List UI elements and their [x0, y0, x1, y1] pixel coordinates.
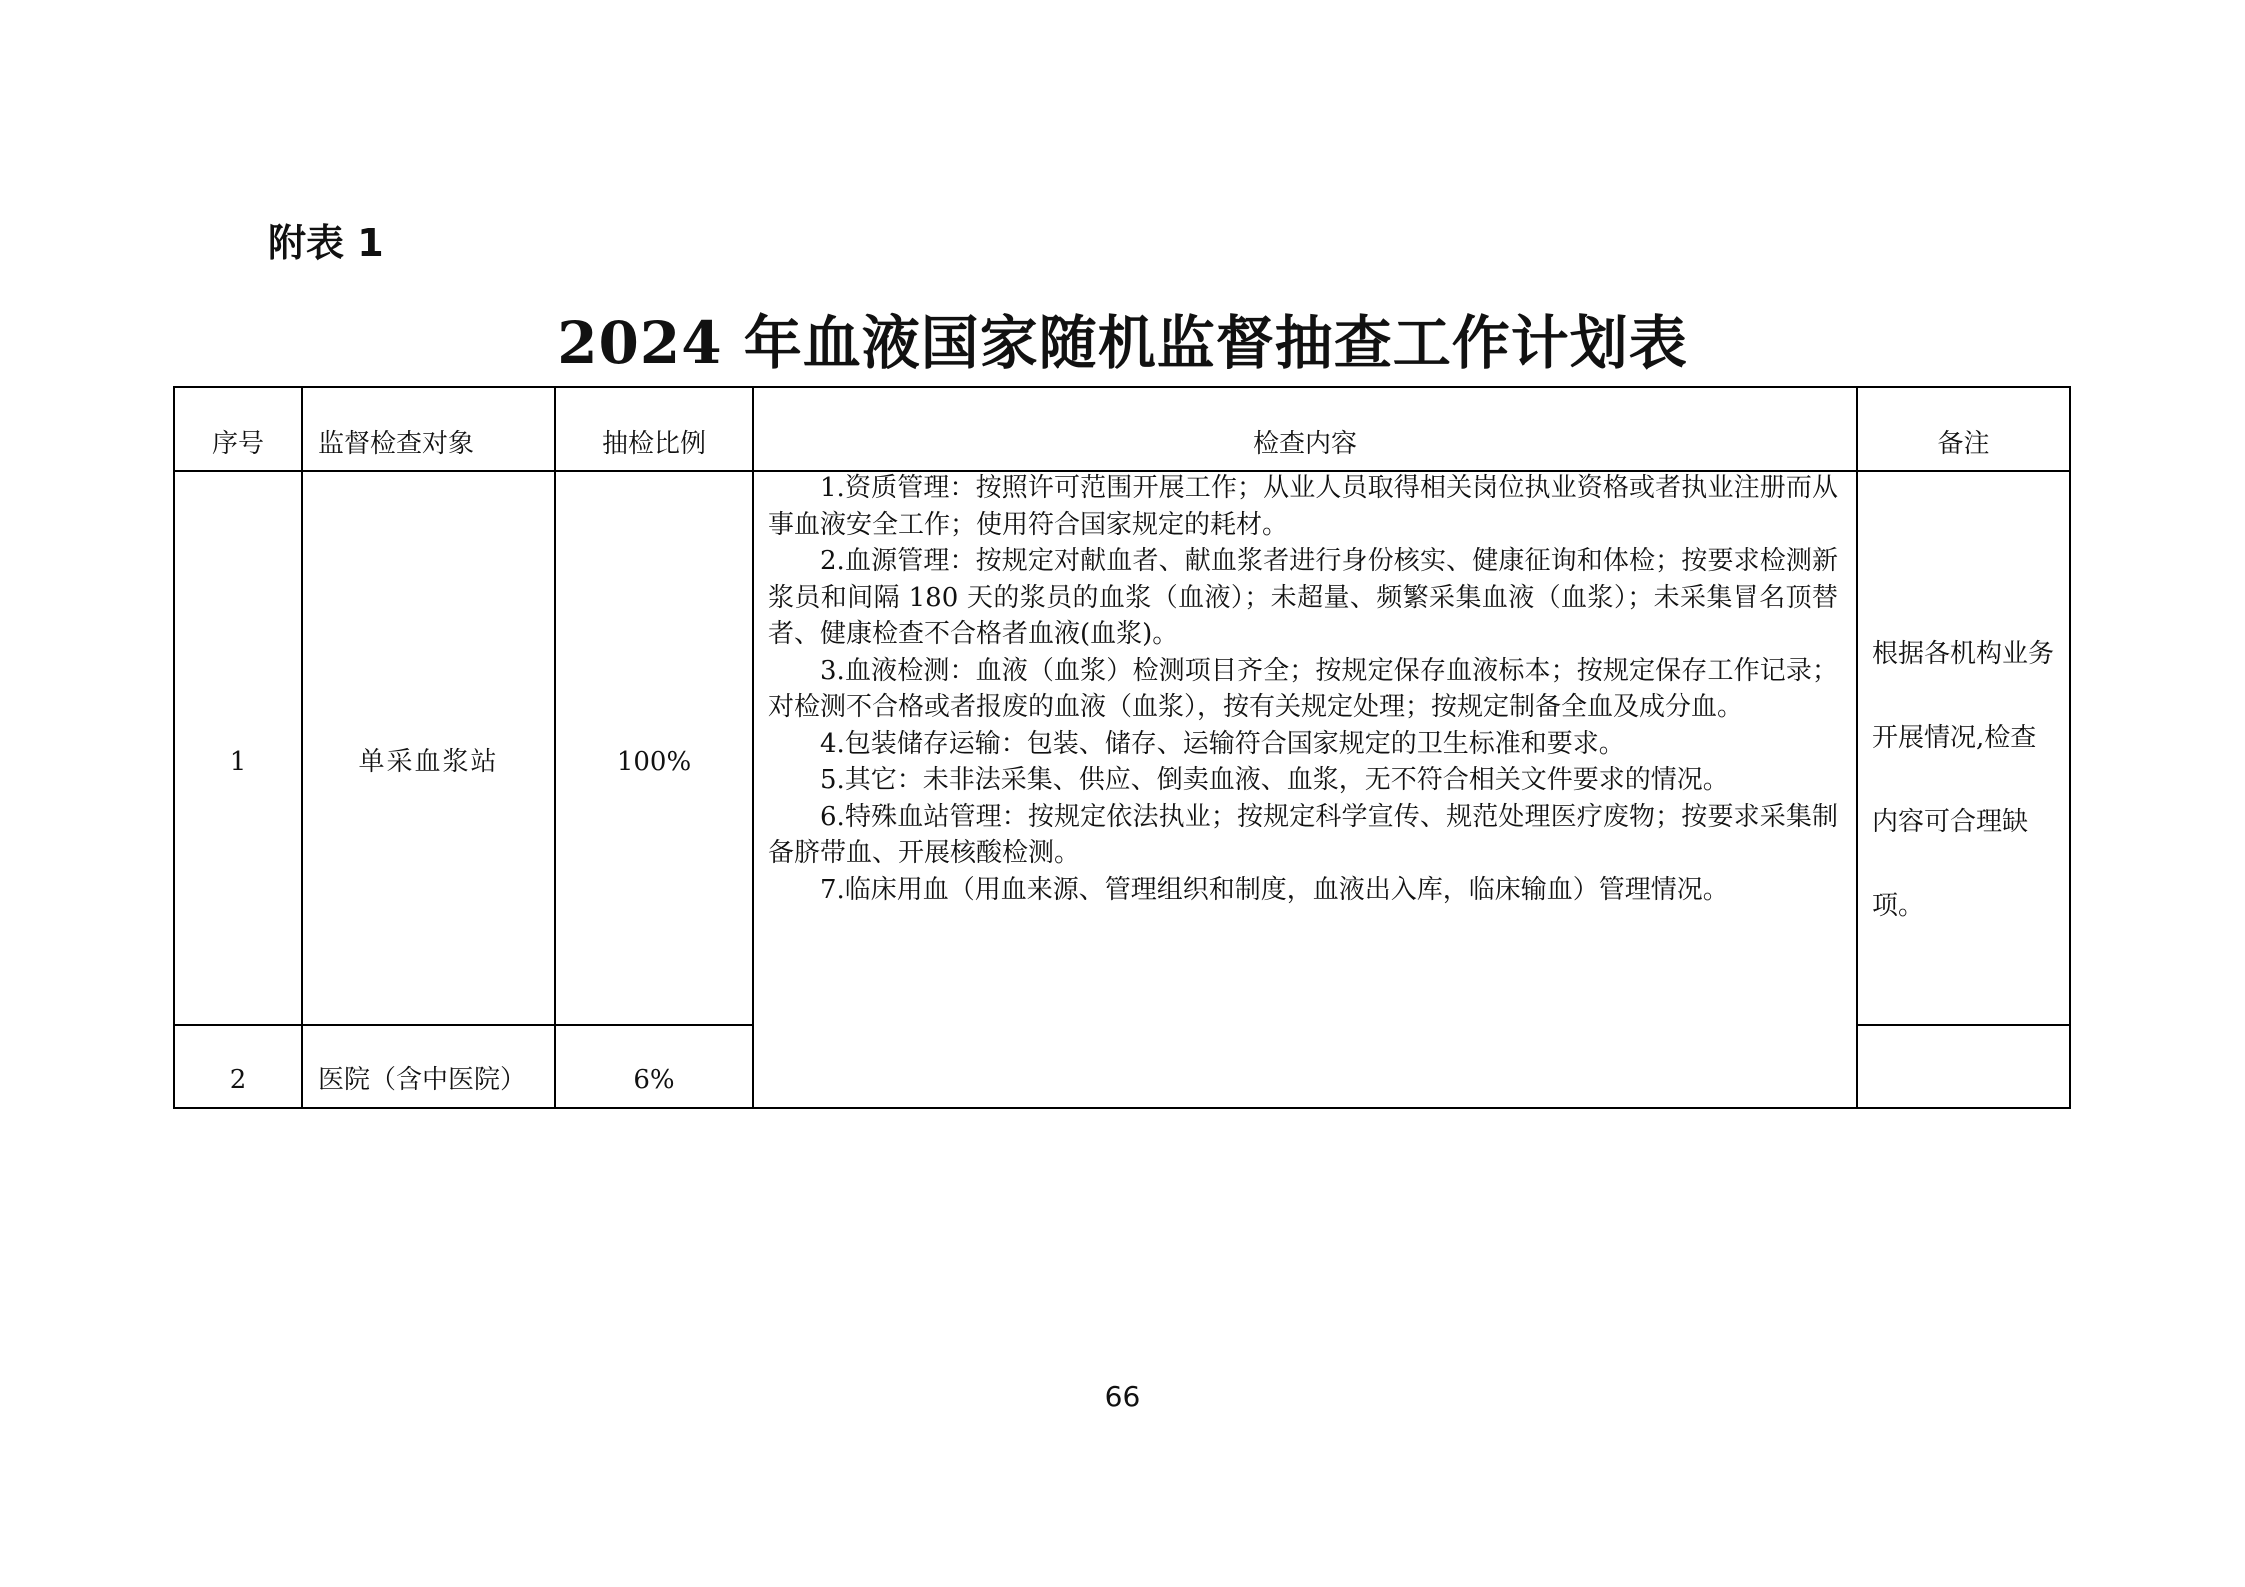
page-number: 66	[1104, 1380, 1141, 1413]
table-border-top	[173, 386, 2071, 388]
content-item-6: 6.特殊血站管理：按规定依法执业；按规定科学宣传、规范处理医疗废物；按要求采集制备脐带血、开展核酸检测。	[768, 801, 1838, 868]
content-item-3: 3.血液检测：血液（血浆）检测项目齐全；按规定保存血液标本；按规定保存工作记录；对检测不合格或者报废的血液（血浆），按有关规定处理；按规定制备全血及成分血。	[768, 655, 1838, 722]
row-divider-right	[1856, 1024, 2071, 1026]
row1-seq: 1	[229, 747, 247, 777]
row2-target: 医院（含中医院）	[318, 1065, 527, 1095]
remark-text: 根据各机构业务开展情况,检查内容可合理缺项。	[1872, 639, 2055, 921]
inspection-content	[768, 470, 1838, 908]
header-seq: 序号	[211, 429, 264, 459]
row1-ratio: 100%	[616, 747, 692, 777]
header-content: 检查内容	[1252, 429, 1357, 459]
col-divider-4	[1856, 386, 1858, 1109]
content-item-7: 7.临床用血（用血来源、管理组织和制度，血液出入库，临床输血）管理情况。	[820, 874, 1729, 905]
row2-seq: 2	[229, 1065, 247, 1095]
col-divider-3	[752, 386, 754, 1109]
header-target: 监督检查对象	[318, 429, 475, 459]
content-item-2: 2.血源管理：按规定对献血者、献血浆者进行身份核实、健康征询和体检；按要求检测新浆员和间隔 180 天的浆员的血浆（血液）；未超量、频繁采集血液（血浆）；未采集冒名顶替者、健康检查不合格者血液(血浆)。	[768, 546, 1838, 649]
row-divider-left	[173, 1024, 753, 1026]
page-title: 2024 年血液国家随机监督抽查工作计划表	[557, 309, 1688, 377]
row2-ratio: 6%	[633, 1065, 675, 1095]
header-remark: 备注	[1937, 429, 1990, 459]
content-item-1: 1.资质管理：按照许可范围开展工作；从业人员取得相关岗位执业资格或者执业注册而从事血液安全工作；使用符合国家规定的耗材。	[768, 473, 1838, 540]
table-border-right	[2069, 386, 2071, 1109]
appendix-label: 附表 1	[268, 221, 384, 265]
table-border-bottom	[173, 1107, 2071, 1109]
header-ratio: 抽检比例	[601, 429, 706, 459]
row1-target: 单采血浆站	[358, 747, 499, 777]
content-item-4: 4.包装储存运输：包装、储存、运输符合国家规定的卫生标准和要求。	[820, 728, 1625, 759]
content-item-5: 5.其它：未非法采集、供应、倒卖血液、血浆，无不符合相关文件要求的情况。	[820, 765, 1729, 795]
